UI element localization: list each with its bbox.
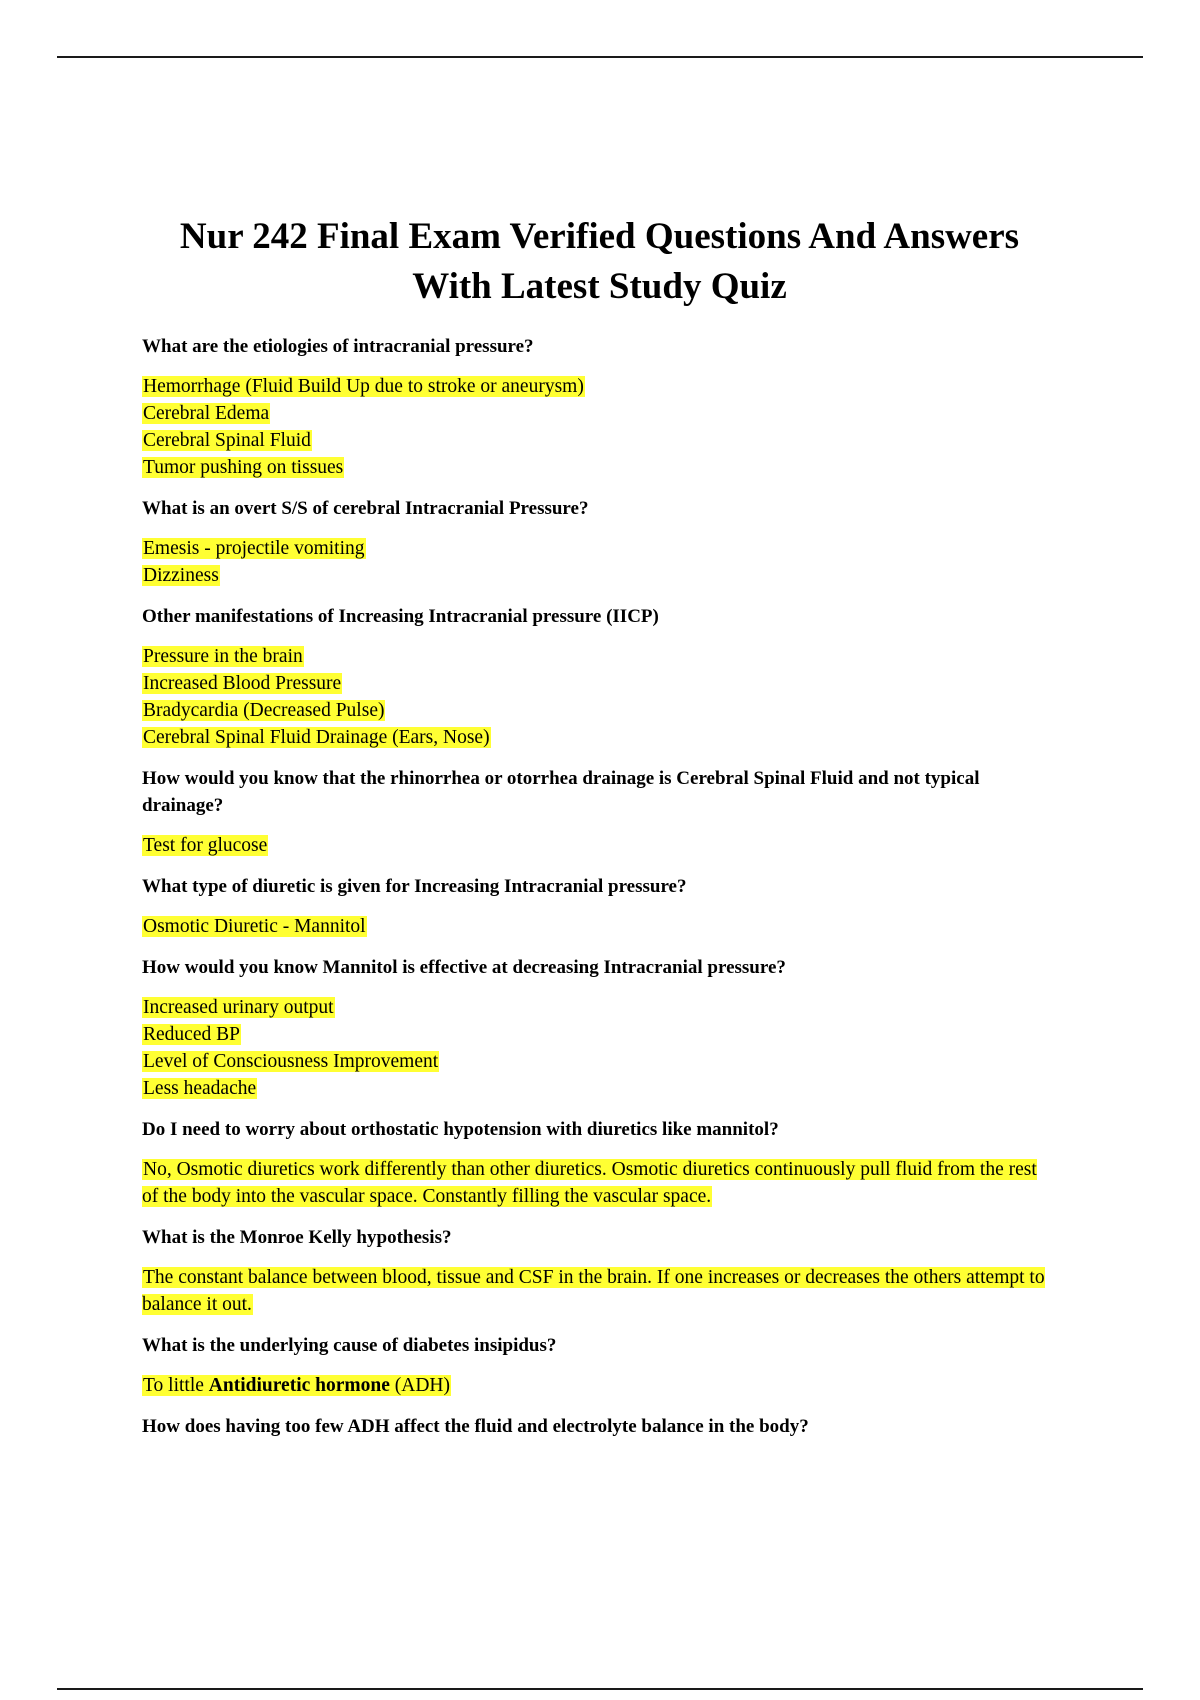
qa-block — [142, 873, 1057, 940]
qa-block — [142, 765, 1057, 859]
bottom-rule — [57, 1688, 1143, 1690]
qa-block — [142, 333, 1057, 481]
answer-list — [142, 1156, 1057, 1210]
question: What is an overt S/S of cerebral Intracranial Pressure? — [142, 498, 589, 519]
highlighted-answer: Bradycardia (Decreased Pulse) — [143, 700, 385, 721]
highlighted-answer: Emesis - projectile vomiting — [143, 538, 365, 559]
answer-line — [142, 994, 1057, 1021]
answer-line — [142, 643, 1057, 670]
qa-block — [142, 1413, 1057, 1440]
question: Other manifestations of Increasing Intracranial pressure (IICP) — [142, 606, 659, 627]
answer-list — [142, 1372, 1057, 1399]
highlighted-answer: Reduced BP — [143, 1024, 240, 1045]
answer-line — [142, 427, 1057, 454]
answer-line — [142, 400, 1057, 427]
question: How would you know that the rhinorrhea or otorrhea drainage is Cerebral Spinal Fluid and not typical drainage? — [142, 768, 980, 816]
highlighted-answer: Increased Blood Pressure — [143, 673, 342, 694]
question: What type of diuretic is given for Increasing Intracranial pressure? — [142, 876, 687, 897]
highlighted-answer — [142, 1375, 451, 1396]
qa-block — [142, 954, 1057, 1102]
highlighted-answer: Level of Consciousness Improvement — [143, 1051, 439, 1072]
highlighted-answer: Test for glucose — [143, 835, 268, 856]
answer-line — [142, 724, 1057, 751]
answer-line — [142, 1048, 1057, 1075]
question: Do I need to worry about orthostatic hypotension with diuretics like mannitol? — [142, 1119, 779, 1140]
highlighted-answer: Pressure in the brain — [143, 646, 303, 667]
highlighted-answer: No, Osmotic diuretics work differently than other diuretics. Osmotic diuretics continuously pull fluid from the rest of the body into the vascular space. Constantly filling the vascular space. — [142, 1159, 1037, 1207]
answer-line — [142, 1021, 1057, 1048]
question: What is the Monroe Kelly hypothesis? — [142, 1227, 452, 1248]
answer-line — [142, 670, 1057, 697]
document-body — [142, 212, 1057, 1453]
answer-line — [142, 454, 1057, 481]
answer-list — [142, 832, 1057, 859]
answer-line — [142, 1372, 1057, 1399]
answer-list — [142, 913, 1057, 940]
highlighted-answer: Cerebral Spinal Fluid — [143, 430, 311, 451]
document-title — [142, 212, 1057, 312]
highlighted-answer: Tumor pushing on tissues — [143, 457, 344, 478]
highlighted-answer: Dizziness — [143, 565, 219, 586]
highlighted-answer: Cerebral Spinal Fluid Drainage (Ears, Nose) — [143, 727, 490, 748]
answer-line — [142, 535, 1057, 562]
title-line-1: Nur 242 Final Exam Verified Questions And Answers — [179, 216, 1020, 257]
answer-text-after: (ADH) — [389, 1375, 450, 1396]
answer-line — [142, 1075, 1057, 1102]
answer-line — [142, 373, 1057, 400]
highlighted-answer: The constant balance between blood, tissue and CSF in the brain. If one increases or decreases the others attempt to balance it out. — [142, 1267, 1045, 1315]
answer-text-bold: Antidiuretic hormone — [208, 1375, 390, 1396]
question: How would you know Mannitol is effective at decreasing Intracranial pressure? — [142, 957, 786, 978]
answer-list — [142, 1264, 1057, 1318]
qa-block — [142, 603, 1057, 751]
answer-list — [142, 643, 1057, 751]
highlighted-answer: Osmotic Diuretic - Mannitol — [143, 916, 366, 937]
highlighted-answer: Less headache — [143, 1078, 257, 1099]
answer-list — [142, 373, 1057, 481]
answer-line — [142, 697, 1057, 724]
qa-block — [142, 495, 1057, 589]
top-rule — [57, 56, 1143, 58]
answer-list — [142, 535, 1057, 589]
answer-line — [142, 913, 1057, 940]
answer-line — [142, 562, 1057, 589]
highlighted-answer: Increased urinary output — [143, 997, 334, 1018]
answer-text-before: To little — [143, 1375, 209, 1396]
qa-block — [142, 1224, 1057, 1318]
highlighted-answer: Hemorrhage (Fluid Build Up due to stroke or aneurysm) — [143, 376, 584, 397]
question: What is the underlying cause of diabetes insipidus? — [142, 1335, 557, 1356]
answer-list — [142, 994, 1057, 1102]
qa-block — [142, 1332, 1057, 1399]
question: What are the etiologies of intracranial pressure? — [142, 336, 534, 357]
answer-line — [142, 832, 1057, 859]
title-line-2: With Latest Study Quiz — [412, 266, 787, 307]
highlighted-answer: Cerebral Edema — [143, 403, 270, 424]
question: How does having too few ADH affect the fluid and electrolyte balance in the body? — [142, 1416, 809, 1437]
qa-block — [142, 1116, 1057, 1210]
